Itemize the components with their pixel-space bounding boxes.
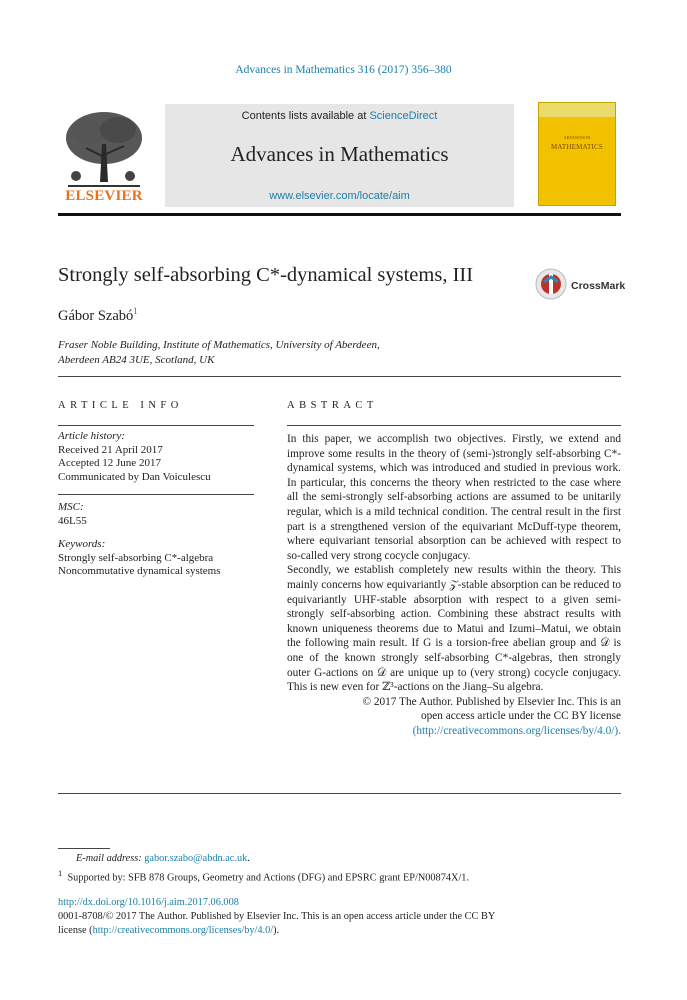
received-date: Received 21 April 2017 (58, 443, 163, 456)
keyword: Strongly self-absorbing C*-algebra (58, 551, 214, 564)
email-footnote: E-mail address: gabor.szabo@abdn.ac.uk. (76, 853, 250, 864)
publication-info (58, 896, 621, 938)
journal-banner (165, 104, 514, 207)
sciencedirect-link[interactable]: ScienceDirect (369, 110, 438, 122)
journal-title: Advances in Mathematics (230, 142, 449, 166)
header-divider (58, 213, 621, 216)
abstract-divider (287, 425, 621, 426)
keywords-label: Keywords: (58, 538, 106, 550)
msc-block (58, 501, 254, 528)
footnote-mark: 1 (58, 868, 63, 878)
issn-line: 0001-8708/© 2017 The Author. Published by Elsevier Inc. This is an open access article under the CC BY (58, 911, 496, 922)
history-label: Article history: (58, 430, 125, 442)
contents-line (165, 110, 514, 122)
abstract-paragraph: In this paper, we accomplish two objectives. Firstly, we extend and improve some results in the theory of (semi-)strongly self-absorbing C*-dynamical systems, which was introduced and studied in previous work. In particular, this concerns the theory when restricted to the case where all the semi-strongly self-absorbing actions are assumed to be unitarily regular, which is a mild technical condition. The central result in the first part is a strengthened version of the equivariant McDuff-type theorem, where equivariant tensorial absorption can be achieved with respect to so-called very strong cocycle conjugacy. (287, 433, 621, 562)
footnotes (58, 852, 621, 885)
affiliation-line: Fraser Noble Building, Institute of Mathematics, University of Aberdeen, (58, 339, 380, 351)
journal-header (58, 96, 621, 208)
footnote-divider (58, 848, 110, 849)
email-link[interactable]: gabor.szabo@abdn.ac.uk (144, 853, 248, 864)
crossmark-badge[interactable] (535, 268, 625, 304)
paper-title: Strongly self-absorbing C*-dynamical systems, III (58, 264, 474, 286)
article-info-divider (58, 425, 254, 426)
crossmark-label: CrossMark (571, 280, 626, 292)
affiliation (58, 338, 380, 368)
elsevier-wordmark[interactable]: ELSEVIER (65, 188, 143, 204)
abstract-bottom-divider (58, 793, 621, 794)
msc-code: 46L55 (58, 514, 87, 527)
journal-url-link[interactable]: www.elsevier.com/locate/aim (269, 190, 410, 202)
license-url-link[interactable]: http://creativecommons.org/licenses/by/4.0/ (92, 925, 274, 936)
contents-prefix: Contents lists available at (241, 110, 370, 122)
keywords-block (58, 538, 254, 579)
article-info-heading: ARTICLE INFO (58, 400, 183, 411)
copyright-line: © 2017 The Author. Published by Elsevier Inc. This is an (362, 695, 621, 708)
author-footnote-mark[interactable]: 1 (133, 306, 138, 316)
funding-footnote (58, 866, 621, 885)
journal-cover[interactable] (538, 102, 616, 206)
affiliation-divider (58, 376, 621, 377)
license-prefix: license ( (58, 925, 93, 936)
abstract-heading: ABSTRACT (287, 400, 378, 411)
funding-text: Supported by: SFB 878 Groups, Geometry and Actions (DFG) and EPSRC grant EP/N00874X/1. (67, 872, 470, 884)
communicated-by: Communicated by Dan Voiculescu (58, 470, 211, 483)
article-info (58, 430, 254, 589)
abstract-paragraph: Secondly, we establish completely new results within the theory. This mainly concerns how equivariantly 𝒵-stable absorption can be reduced to equivariantly UHF-stable absorption with respect to a given semi-strongly self-absorbing action. Combining these abstract results with known uniqueness theorems due to Matui and Izumi–Matui, we obtain the following main result. If G is a torsion-free abelian group and 𝒟 is one of the known strongly self-absorbing C*-algebras, then strongly outer G-actions on 𝒟 are unique up to (very strong) cocycle conjugacy. This is new even for ℤ³-actions on the Jiang–Su algebra. (287, 564, 621, 694)
article-history (58, 430, 254, 484)
license-line (58, 924, 621, 938)
license-link[interactable]: (http://creativecommons.org/licenses/by/4.0/). (412, 724, 621, 737)
crossmark-icon (535, 268, 567, 300)
keyword: Noncommutative dynamical systems (58, 565, 221, 577)
author-name: Gábor Szabó (58, 307, 134, 324)
copyright-line: open access article under the CC BY license (420, 710, 621, 723)
cover-stripe (539, 103, 615, 117)
info-divider (58, 494, 254, 495)
affiliation-line: Aberdeen AB24 3UE, Scotland, UK (58, 354, 215, 366)
license-suffix: ). (273, 925, 280, 936)
cover-title: MATHEMATICS (551, 143, 603, 151)
msc-label: MSC: (58, 501, 84, 513)
abstract-copyright (287, 695, 621, 739)
abstract-body (287, 432, 621, 738)
accepted-date: Accepted 12 June 2017 (58, 457, 161, 469)
journal-reference[interactable]: Advances in Mathematics 316 (2017) 356–380 (235, 64, 452, 76)
doi-link[interactable]: http://dx.doi.org/10.1016/j.aim.2017.06.008 (58, 897, 239, 908)
cover-subtitle: ADVANCES IN (563, 135, 591, 140)
email-label: E-mail address: (76, 853, 142, 864)
author (58, 306, 138, 325)
